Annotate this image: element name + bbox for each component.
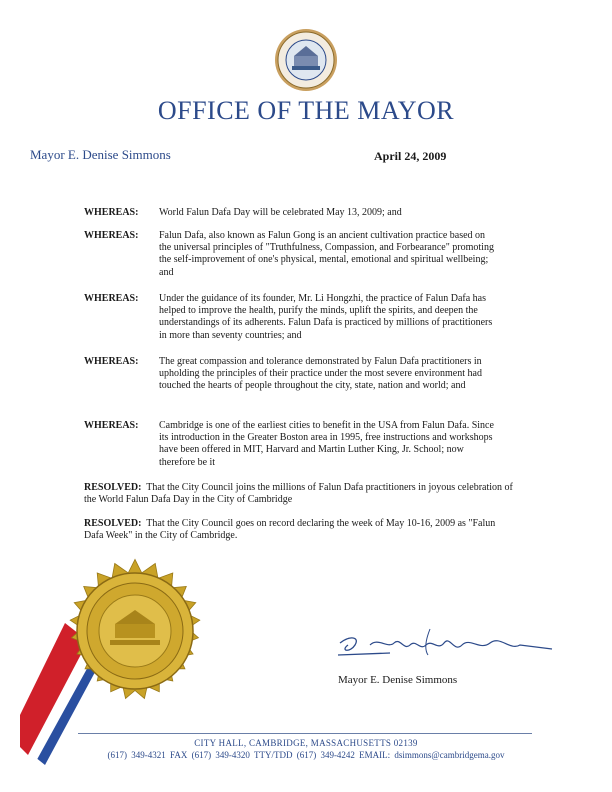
mayor-name-header: Mayor E. Denise Simmons [30, 147, 171, 162]
clause-body: That the City Council joins the millions of Falun Dafa practitioners in joyous celebration of the World Falun Dafa Day in the City of Cambridge [84, 482, 513, 506]
clause-text [84, 518, 514, 542]
footer-contact: (617) 349-4321 FAX (617) 349-4320 TTY/TDD (617) 349-4242 EMAIL: dsimmons@cambridgema.gov [107, 750, 505, 760]
clause-label: RESOLVED: [84, 482, 142, 493]
mayor-signature [330, 615, 560, 665]
gold-seal-icon [60, 556, 210, 706]
footer-divider [78, 733, 532, 734]
clause-label: RESOLVED: [84, 518, 142, 529]
clause-text: Under the guidance of its founder, Mr. Li Hongzhi, the practice of Falun Dafa has helped to improve the health, purify the minds, uplift the spirits, and deepen the understandings of its adherents. Falun Dafa is practiced by millions of practitioners in more than seventy countries; and [159, 293, 493, 341]
footer-address: CITY HALL, CAMBRIDGE, MASSACHUSETTS 02139 [194, 738, 418, 748]
clause-label: WHEREAS: [84, 293, 139, 304]
clause-label: WHEREAS: [84, 420, 139, 431]
office-title: OFFICE OF THE MAYOR [157, 96, 455, 125]
city-seal-icon [274, 28, 338, 92]
clause-text: Cambridge is one of the earliest cities to benefit in the USA from Falun Dafa. Since its introduction in the Greater Boston area in 1995, free instructions and workshops have been offered in MIT, Harvard and Martin Luther King, Jr. School; now therefore be it [159, 420, 494, 468]
clause-body: That the City Council goes on record declaring the week of May 10-16, 2009 as "Falun Dafa Week" in the City of Cambridge. [84, 518, 496, 542]
clause-text: Falun Dafa, also known as Falun Gong is an ancient cultivation practice based on the universal principles of "Truthfulness, Compassion, and Forbearance" promoting the self-improvement of one's physical, mental, emotional and spiritual wellbeing; and [159, 230, 494, 278]
clause-label: WHEREAS: [84, 356, 139, 367]
proclamation-date: April 24, 2009 [374, 149, 447, 163]
signature-name: Mayor E. Denise Simmons [338, 674, 458, 686]
clause-label: WHEREAS: [84, 207, 139, 218]
clause-text [84, 482, 514, 506]
clause-text: World Falun Dafa Day will be celebrated May 13, 2009; and [159, 207, 402, 218]
clause-text: The great compassion and tolerance demonstrated by Falun Dafa practitioners in upholding the principles of their practice under the most severe environment had touched the hearts of people throughout the city, state, nation and world; and [159, 356, 482, 392]
clause-label: WHEREAS: [84, 230, 139, 241]
